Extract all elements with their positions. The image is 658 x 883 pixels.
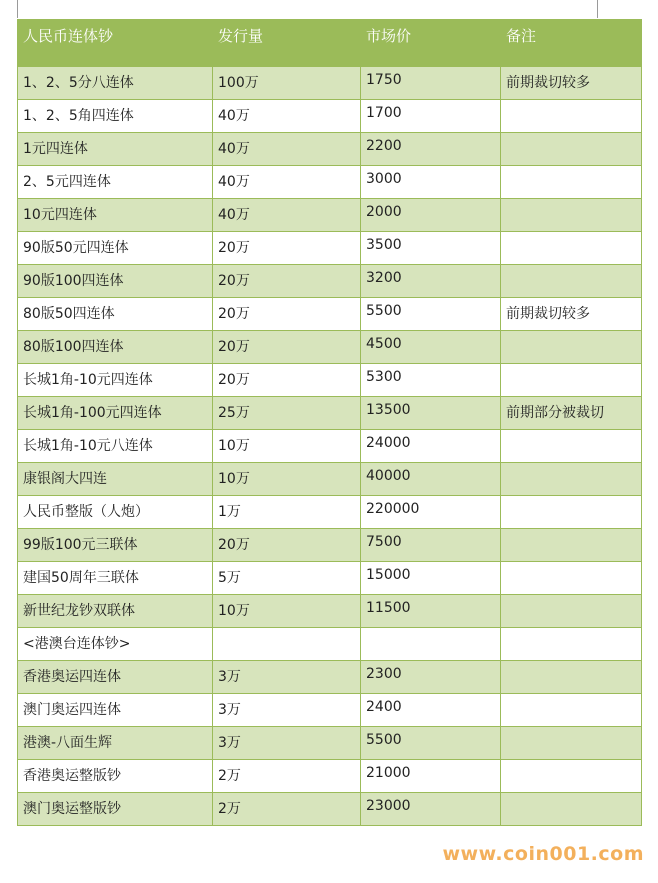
cell-issue-volume: 3万 <box>213 727 361 760</box>
cell-remarks <box>501 430 642 463</box>
cell-market-price: 4500 <box>361 331 501 364</box>
table-row <box>18 430 642 463</box>
table-row <box>18 133 642 166</box>
table-header-row <box>18 20 642 67</box>
cell-remarks <box>501 562 642 595</box>
cell-issue-volume: 20万 <box>213 265 361 298</box>
cell-remarks: 前期裁切较多 <box>501 298 642 331</box>
cell-issue-volume: 2万 <box>213 793 361 826</box>
cell-remarks <box>501 100 642 133</box>
cell-issue-volume: 20万 <box>213 529 361 562</box>
cell-name: <港澳台连体钞> <box>18 628 213 661</box>
cell-remarks <box>501 529 642 562</box>
cell-remarks <box>501 694 642 727</box>
header-cell-name: 人民币连体钞 <box>18 20 213 67</box>
cell-name: 港澳-八面生辉 <box>18 727 213 760</box>
cell-issue-volume: 20万 <box>213 232 361 265</box>
cell-market-price: 7500 <box>361 529 501 562</box>
cell-market-price: 220000 <box>361 496 501 529</box>
table-body <box>18 20 642 826</box>
cell-issue-volume: 10万 <box>213 430 361 463</box>
cell-name: 1、2、5角四连体 <box>18 100 213 133</box>
table-row <box>18 364 642 397</box>
cell-name: 澳门奥运整版钞 <box>18 793 213 826</box>
table-row <box>18 661 642 694</box>
cell-issue-volume: 40万 <box>213 199 361 232</box>
cell-market-price <box>361 628 501 661</box>
cell-market-price: 11500 <box>361 595 501 628</box>
cell-name: 长城1角-10元四连体 <box>18 364 213 397</box>
table-row <box>18 529 642 562</box>
cell-name: 香港奥运整版钞 <box>18 760 213 793</box>
table-row <box>18 496 642 529</box>
table-row <box>18 265 642 298</box>
cell-issue-volume: 5万 <box>213 562 361 595</box>
cell-market-price: 3000 <box>361 166 501 199</box>
cell-remarks <box>501 793 642 826</box>
table-row <box>18 595 642 628</box>
cell-issue-volume: 20万 <box>213 364 361 397</box>
header-cell-issue-volume: 发行量 <box>213 20 361 67</box>
table-row <box>18 199 642 232</box>
site-watermark: www.coin001.com <box>442 843 644 865</box>
cell-market-price: 5500 <box>361 298 501 331</box>
cell-remarks <box>501 133 642 166</box>
cell-issue-volume: 25万 <box>213 397 361 430</box>
table-row <box>18 397 642 430</box>
cell-issue-volume <box>213 628 361 661</box>
cell-market-price: 2200 <box>361 133 501 166</box>
table-row <box>18 232 642 265</box>
cell-market-price: 24000 <box>361 430 501 463</box>
cell-issue-volume: 100万 <box>213 67 361 100</box>
cell-name: 人民币整版（人炮） <box>18 496 213 529</box>
cell-market-price: 1700 <box>361 100 501 133</box>
cell-market-price: 2000 <box>361 199 501 232</box>
cell-name: 康银阁大四连 <box>18 463 213 496</box>
table-row <box>18 727 642 760</box>
cell-name: 1元四连体 <box>18 133 213 166</box>
cell-remarks <box>501 364 642 397</box>
cell-market-price: 3500 <box>361 232 501 265</box>
table-row <box>18 793 642 826</box>
header-cell-remarks: 备注 <box>501 20 642 67</box>
table-row <box>18 628 642 661</box>
cell-remarks <box>501 166 642 199</box>
cell-name: 99版100元三联体 <box>18 529 213 562</box>
cell-market-price: 40000 <box>361 463 501 496</box>
cell-market-price: 13500 <box>361 397 501 430</box>
cell-market-price: 15000 <box>361 562 501 595</box>
cell-remarks <box>501 727 642 760</box>
cell-market-price: 2400 <box>361 694 501 727</box>
table-row <box>18 694 642 727</box>
cell-name: 80版50四连体 <box>18 298 213 331</box>
cell-market-price: 5300 <box>361 364 501 397</box>
table-row <box>18 331 642 364</box>
page-corner-mark-left <box>17 0 18 18</box>
cell-issue-volume: 20万 <box>213 331 361 364</box>
cell-name: 10元四连体 <box>18 199 213 232</box>
cell-issue-volume: 10万 <box>213 463 361 496</box>
cell-remarks: 前期裁切较多 <box>501 67 642 100</box>
cell-name: 新世纪龙钞双联体 <box>18 595 213 628</box>
cell-issue-volume: 10万 <box>213 595 361 628</box>
table-row <box>18 166 642 199</box>
cell-name: 1、2、5分八连体 <box>18 67 213 100</box>
cell-remarks: 前期部分被裁切 <box>501 397 642 430</box>
cell-market-price: 21000 <box>361 760 501 793</box>
table-row <box>18 463 642 496</box>
page-corner-mark-right <box>597 0 598 18</box>
cell-issue-volume: 40万 <box>213 133 361 166</box>
cell-name: 80版100四连体 <box>18 331 213 364</box>
cell-name: 90版100四连体 <box>18 265 213 298</box>
cell-name: 90版50元四连体 <box>18 232 213 265</box>
cell-market-price: 1750 <box>361 67 501 100</box>
cell-issue-volume: 3万 <box>213 661 361 694</box>
banknote-price-table <box>17 19 642 826</box>
cell-remarks <box>501 331 642 364</box>
cell-issue-volume: 1万 <box>213 496 361 529</box>
cell-name: 长城1角-10元八连体 <box>18 430 213 463</box>
cell-remarks <box>501 595 642 628</box>
cell-remarks <box>501 463 642 496</box>
cell-name: 长城1角-100元四连体 <box>18 397 213 430</box>
cell-name: 建国50周年三联体 <box>18 562 213 595</box>
cell-issue-volume: 20万 <box>213 298 361 331</box>
cell-market-price: 3200 <box>361 265 501 298</box>
cell-remarks <box>501 199 642 232</box>
cell-issue-volume: 40万 <box>213 100 361 133</box>
table-row <box>18 562 642 595</box>
table-row <box>18 100 642 133</box>
table-row <box>18 760 642 793</box>
header-cell-market-price: 市场价 <box>361 20 501 67</box>
cell-remarks <box>501 232 642 265</box>
cell-market-price: 2300 <box>361 661 501 694</box>
cell-issue-volume: 2万 <box>213 760 361 793</box>
cell-issue-volume: 40万 <box>213 166 361 199</box>
cell-name: 澳门奥运四连体 <box>18 694 213 727</box>
cell-remarks <box>501 661 642 694</box>
cell-remarks <box>501 265 642 298</box>
table-row <box>18 67 642 100</box>
table-row <box>18 298 642 331</box>
cell-remarks <box>501 496 642 529</box>
cell-market-price: 5500 <box>361 727 501 760</box>
cell-remarks <box>501 628 642 661</box>
cell-name: 2、5元四连体 <box>18 166 213 199</box>
cell-issue-volume: 3万 <box>213 694 361 727</box>
cell-remarks <box>501 760 642 793</box>
cell-market-price: 23000 <box>361 793 501 826</box>
cell-name: 香港奥运四连体 <box>18 661 213 694</box>
